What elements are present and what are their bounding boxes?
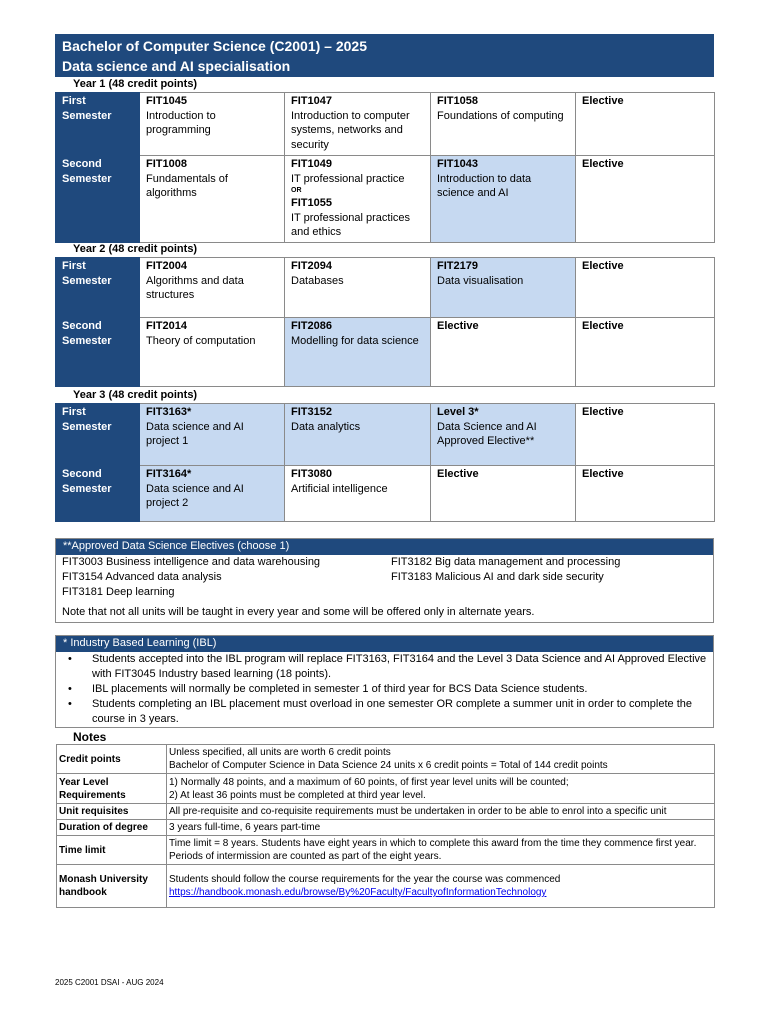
unit-title: Introduction to data science and AI <box>437 172 532 200</box>
elective-item: FIT3183 Malicious AI and dark side security <box>391 571 604 583</box>
ibl-item: • Students accepted into the IBL program will replace FIT3163, FIT3164 and the Level 3 Data Science and AI Approved Elective with FIT3045 Industry based learning (18 points). <box>68 652 707 682</box>
semester-label-line: Semester <box>62 420 112 433</box>
unit-code: FIT1045 <box>146 95 187 107</box>
semester-label-line: Semester <box>62 109 112 122</box>
notes-row <box>57 774 715 804</box>
unit-code: FIT2094 <box>291 260 332 272</box>
notes-row-label: Duration of degree <box>57 820 167 836</box>
semester-label-line: Semester <box>62 274 112 287</box>
or-separator: OR <box>291 187 302 195</box>
unit-cell <box>285 93 431 156</box>
unit-title: Artificial intelligence <box>291 482 388 495</box>
unit-cell <box>285 404 431 466</box>
unit-code: FIT3080 <box>291 468 332 480</box>
unit-cell <box>140 93 285 156</box>
elective-item: FIT3003 Business intelligence and data warehousing <box>62 556 321 568</box>
notes-row <box>57 865 715 908</box>
unit-code: Level 3* <box>437 406 479 418</box>
year-3-table <box>55 403 715 522</box>
unit-cell <box>431 93 576 156</box>
elective-item: FIT3154 Advanced data analysis <box>62 571 222 583</box>
notes-row-value <box>167 804 715 820</box>
notes-row-label: Year Level Requirements <box>57 774 167 804</box>
approved-electives-box <box>55 538 714 623</box>
unit-cell <box>431 156 576 243</box>
unit-cell <box>285 258 431 318</box>
unit-title: Data visualisation <box>437 274 524 287</box>
semester-row <box>56 318 715 387</box>
unit-title: Data science and AI project 2 <box>146 482 244 510</box>
notes-line: Time limit = 8 years. Students have eight years in which to complete this award from the time they commence first year. Periods of intermission are counted as part of the eight years. <box>169 838 697 862</box>
semester-row <box>56 156 715 243</box>
notes-title: Notes <box>73 730 107 744</box>
unit-code: FIT3164* <box>146 468 192 480</box>
unit-title: IT professional practices and ethics <box>291 211 411 239</box>
unit-code: FIT2179 <box>437 260 478 272</box>
handbook-link[interactable]: https://handbook.monash.edu/browse/By%20Faculty/FacultyofInformationTechnology <box>169 887 547 898</box>
ibl-list <box>56 652 713 727</box>
semester-label-line: Semester <box>62 482 112 495</box>
unit-code: Elective <box>437 320 479 332</box>
notes-table <box>56 744 715 908</box>
unit-cell <box>576 466 715 522</box>
unit-cell <box>576 404 715 466</box>
semester-label-line: Second <box>62 468 102 480</box>
unit-code: FIT2086 <box>291 320 332 332</box>
unit-code: Elective <box>582 158 624 170</box>
unit-cell <box>285 318 431 387</box>
unit-code: FIT1049 <box>291 158 332 170</box>
unit-code: FIT3152 <box>291 406 332 418</box>
unit-code: Elective <box>582 406 624 418</box>
notes-line: Unless specified, all units are worth 6 credit points <box>169 747 391 758</box>
semester-label-line: Semester <box>62 172 112 185</box>
unit-cell <box>140 156 285 243</box>
approved-electives-list <box>56 555 713 622</box>
unit-cell <box>576 93 715 156</box>
unit-title: Data analytics <box>291 420 361 433</box>
unit-code: FIT2004 <box>146 260 187 272</box>
unit-code: FIT1058 <box>437 95 478 107</box>
ibl-box <box>55 635 714 728</box>
unit-title: Data Science and AI Approved Elective** <box>437 420 537 448</box>
notes-line: Bachelor of Computer Science in Data Science 24 units x 6 credit points = Total of 144 credit points <box>169 760 608 771</box>
unit-code: Elective <box>582 468 624 480</box>
notes-row-value <box>167 774 715 804</box>
unit-cell <box>576 258 715 318</box>
notes-row-value <box>167 836 715 865</box>
notes-line: 2) At least 36 points must be completed at third year level. <box>169 789 426 801</box>
unit-cell <box>285 466 431 522</box>
ibl-item: • IBL placements will normally be completed in semester 1 of third year for BCS Data Science students. <box>68 682 707 697</box>
semester-label <box>56 318 140 387</box>
semester-row <box>56 258 715 318</box>
electives-note: Note that not all units will be taught in every year and some will be offered only in alternate years. <box>62 606 535 618</box>
notes-row-label: Monash University handbook <box>57 865 167 908</box>
unit-code: FIT1008 <box>146 158 187 170</box>
unit-code: Elective <box>582 260 624 272</box>
notes-row <box>57 804 715 820</box>
notes-row-value <box>167 745 715 774</box>
unit-title: Algorithms and data structures <box>146 274 244 302</box>
notes-line: 1) Normally 48 points, and a maximum of 60 points, of first year level units will be counted; <box>169 776 569 788</box>
unit-code: FIT1043 <box>437 158 478 170</box>
notes-row-label: Time limit <box>57 836 167 865</box>
notes-line: 3 years full-time, 6 years part-time <box>169 822 321 833</box>
notes-row-value <box>167 865 715 908</box>
notes-row-label: Credit points <box>57 745 167 774</box>
unit-title: Databases <box>291 274 344 287</box>
elective-item: FIT3182 Big data management and processing <box>391 556 621 568</box>
year-2-table <box>55 257 715 387</box>
year-1-label: Year 1 (48 credit points) <box>73 78 198 90</box>
semester-row <box>56 466 715 522</box>
semester-label-line: Semester <box>62 334 112 347</box>
unit-title: Foundations of computing <box>437 109 564 122</box>
notes-row <box>57 820 715 836</box>
approved-electives-heading: **Approved Data Science Electives (choose 1) <box>56 539 713 555</box>
year-1-table <box>55 92 715 243</box>
semester-label-line: First <box>62 95 86 107</box>
semester-label <box>56 258 140 318</box>
page-header <box>55 34 714 77</box>
semester-label-line: First <box>62 406 86 418</box>
unit-code: Elective <box>582 95 624 107</box>
notes-line: All pre-requisite and co-requisite requirements must be undertaken in order to be able to enrol into a specific unit <box>169 806 667 817</box>
semester-row <box>56 404 715 466</box>
unit-code: FIT1047 <box>291 95 332 107</box>
unit-cell <box>140 404 285 466</box>
year-3-label: Year 3 (48 credit points) <box>73 389 198 401</box>
page-subtitle: Data science and AI specialisation <box>62 58 291 74</box>
unit-cell <box>431 404 576 466</box>
notes-row <box>57 836 715 865</box>
unit-title: Introduction to computer systems, networks and security <box>291 109 410 151</box>
semester-label <box>56 93 140 156</box>
unit-title: Introduction to programming <box>146 109 216 137</box>
unit-title: Data science and AI project 1 <box>146 420 244 448</box>
unit-title: Theory of computation <box>146 334 256 347</box>
year-2-label: Year 2 (48 credit points) <box>73 243 198 255</box>
semester-label <box>56 156 140 243</box>
footer-text: 2025 C2001 DSAI - AUG 2024 <box>55 978 164 987</box>
unit-cell <box>140 466 285 522</box>
unit-code: FIT2014 <box>146 320 187 332</box>
page-title: Bachelor of Computer Science (C2001) – 2025 <box>62 38 368 54</box>
notes-row-label: Unit requisites <box>57 804 167 820</box>
ibl-item: • Students completing an IBL placement must overload in one semester OR complete a summer unit in order to complete the course in 3 years. <box>68 697 707 727</box>
semester-row <box>56 93 715 156</box>
unit-cell <box>576 318 715 387</box>
unit-title: Fundamentals of algorithms <box>146 172 228 200</box>
semester-label <box>56 404 140 466</box>
unit-code: FIT3163* <box>146 406 192 418</box>
elective-item: FIT3181 Deep learning <box>62 586 175 598</box>
unit-code: Elective <box>582 320 624 332</box>
unit-code: FIT1055 <box>291 197 332 210</box>
notes-row-value <box>167 820 715 836</box>
unit-cell <box>140 258 285 318</box>
unit-cell <box>431 318 576 387</box>
notes-row <box>57 745 715 774</box>
semester-label-line: Second <box>62 320 102 332</box>
unit-cell <box>140 318 285 387</box>
ibl-heading: * Industry Based Learning (IBL) <box>56 636 713 652</box>
unit-cell <box>576 156 715 243</box>
notes-line: Students should follow the course requirements for the year the course was commenced <box>169 874 561 885</box>
semester-label <box>56 466 140 522</box>
unit-title: IT professional practice <box>291 172 405 185</box>
semester-label-line: Second <box>62 158 102 170</box>
unit-code: Elective <box>437 468 479 480</box>
unit-title: Modelling for data science <box>291 334 419 347</box>
unit-cell <box>431 466 576 522</box>
unit-cell <box>431 258 576 318</box>
semester-label-line: First <box>62 260 86 272</box>
unit-cell <box>285 156 431 243</box>
